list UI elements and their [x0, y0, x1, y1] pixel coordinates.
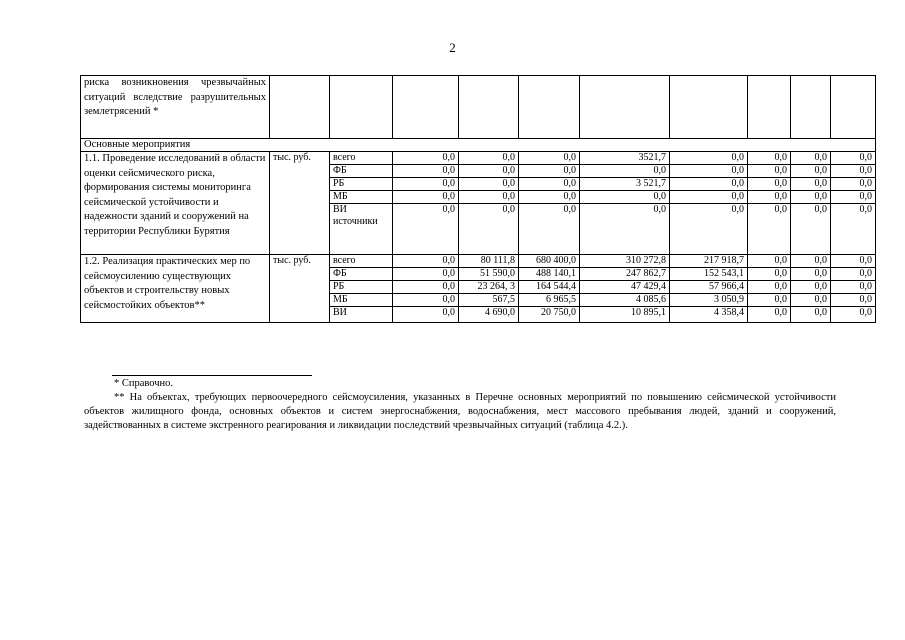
value-cell: 0,0 [748, 255, 791, 268]
value-cell: 0,0 [393, 152, 459, 165]
value-cell: 0,0 [393, 294, 459, 307]
measure-title: 1.2. Реализация практических мер по сейсмоусилению существующих объектов и строительству новых сейсмостойких объектов** [81, 255, 270, 323]
value-cell: 0,0 [580, 165, 670, 178]
value-cell: 23 264, 3 [459, 281, 519, 294]
value-cell: 0,0 [670, 152, 748, 165]
value-cell: 0,0 [748, 294, 791, 307]
funding-table [80, 75, 876, 323]
value-cell: 0,0 [670, 165, 748, 178]
value-cell: 0,0 [748, 178, 791, 191]
value-cell: 0,0 [393, 165, 459, 178]
value-cell: 0,0 [748, 165, 791, 178]
value-cell: 0,0 [791, 307, 831, 323]
value-cell: 0,0 [831, 152, 876, 165]
value-cell: 0,0 [580, 204, 670, 255]
value-cell: 0,0 [791, 268, 831, 281]
value-cell: 4 690,0 [459, 307, 519, 323]
value-cell: 0,0 [459, 204, 519, 255]
value-cell: 4 085,6 [580, 294, 670, 307]
footnote-separator [112, 375, 312, 376]
value-cell: 0,0 [459, 191, 519, 204]
value-cell: 0,0 [831, 307, 876, 323]
value-cell: 80 111,8 [459, 255, 519, 268]
value-cell: 0,0 [791, 191, 831, 204]
value-cell: 0,0 [519, 178, 580, 191]
value-cell: 0,0 [831, 281, 876, 294]
value-cell: 0,0 [791, 178, 831, 191]
value-cell: 0,0 [831, 268, 876, 281]
source-cell: ВИ источники [330, 204, 393, 255]
title-row-cell: риска возникновения чрезвычайных ситуаций вследствие разрушительных землетрясений * [81, 76, 270, 139]
value-cell: 0,0 [748, 307, 791, 323]
value-cell: 488 140,1 [519, 268, 580, 281]
source-cell: ВИ [330, 307, 393, 323]
value-cell: 4 358,4 [670, 307, 748, 323]
value-cell: 0,0 [791, 255, 831, 268]
value-cell: 0,0 [670, 204, 748, 255]
value-cell: 0,0 [519, 165, 580, 178]
value-cell: 310 272,8 [580, 255, 670, 268]
value-cell: 0,0 [791, 204, 831, 255]
footnote-1: * Справочно. [114, 378, 174, 389]
table-row [81, 76, 876, 139]
value-cell: 0,0 [393, 307, 459, 323]
value-cell: 0,0 [791, 294, 831, 307]
value-cell: 0,0 [791, 165, 831, 178]
page-number: 2 [449, 40, 456, 55]
value-cell: 3 050,9 [670, 294, 748, 307]
value-cell: 217 918,7 [670, 255, 748, 268]
value-cell: 152 543,1 [670, 268, 748, 281]
source-cell: РБ [330, 178, 393, 191]
value-cell: 0,0 [393, 268, 459, 281]
section-label: Основные мероприятия [81, 139, 876, 152]
unit-cell: тыс. руб. [270, 255, 330, 323]
value-cell: 0,0 [519, 204, 580, 255]
value-cell: 0,0 [791, 281, 831, 294]
value-cell: 0,0 [459, 152, 519, 165]
value-cell: 567,5 [459, 294, 519, 307]
value-cell: 0,0 [748, 268, 791, 281]
source-cell: всего [330, 152, 393, 165]
section-row [81, 139, 876, 152]
value-cell: 0,0 [831, 204, 876, 255]
table-row [81, 152, 876, 165]
value-cell: 0,0 [393, 191, 459, 204]
source-cell: МБ [330, 191, 393, 204]
source-cell: ФБ [330, 165, 393, 178]
source-cell: ФБ [330, 268, 393, 281]
measure-title: 1.1. Проведение исследований в области оценки сейсмического риска, формирования системы мониторинга сейсмической устойчивости и надежности зданий и сооружений на территории Республики Бурятия [81, 152, 270, 255]
value-cell: 164 544,4 [519, 281, 580, 294]
value-cell: 0,0 [748, 204, 791, 255]
value-cell: 51 590,0 [459, 268, 519, 281]
value-cell: 57 966,4 [670, 281, 748, 294]
value-cell: 0,0 [393, 178, 459, 191]
value-cell: 0,0 [519, 191, 580, 204]
value-cell: 0,0 [393, 204, 459, 255]
source-cell: всего [330, 255, 393, 268]
value-cell: 0,0 [748, 191, 791, 204]
value-cell: 0,0 [831, 178, 876, 191]
source-cell: РБ [330, 281, 393, 294]
value-cell: 0,0 [393, 255, 459, 268]
value-cell: 3521,7 [580, 152, 670, 165]
value-cell: 47 429,4 [580, 281, 670, 294]
value-cell: 0,0 [831, 165, 876, 178]
source-cell: МБ [330, 294, 393, 307]
value-cell: 0,0 [791, 152, 831, 165]
value-cell: 6 965,5 [519, 294, 580, 307]
value-cell: 10 895,1 [580, 307, 670, 323]
value-cell: 3 521,7 [580, 178, 670, 191]
value-cell: 680 400,0 [519, 255, 580, 268]
value-cell: 0,0 [393, 281, 459, 294]
value-cell: 247 862,7 [580, 268, 670, 281]
value-cell: 0,0 [670, 191, 748, 204]
value-cell: 0,0 [831, 255, 876, 268]
table-row [81, 255, 876, 268]
value-cell: 20 750,0 [519, 307, 580, 323]
value-cell: 0,0 [831, 191, 876, 204]
value-cell: 0,0 [580, 191, 670, 204]
value-cell: 0,0 [748, 281, 791, 294]
value-cell: 0,0 [519, 152, 580, 165]
footnote-2: ** На объектах, требующих первоочередного сейсмоусиления, указанных в Перечне основных мероприятий по повышению сейсмической устойчивости объектов жилищного фонда, основных объектов и систем энергоснабжения, водоснабжения, мест массового пребывания людей, зданий и сооружений, задействованных в системе экстренного реагирования и ликвидации последствий чрезвычайных ситуаций (таблица 4.2.). [84, 392, 836, 431]
value-cell: 0,0 [459, 165, 519, 178]
value-cell: 0,0 [748, 152, 791, 165]
value-cell: 0,0 [670, 178, 748, 191]
unit-cell: тыс. руб. [270, 152, 330, 255]
value-cell: 0,0 [831, 294, 876, 307]
value-cell: 0,0 [459, 178, 519, 191]
